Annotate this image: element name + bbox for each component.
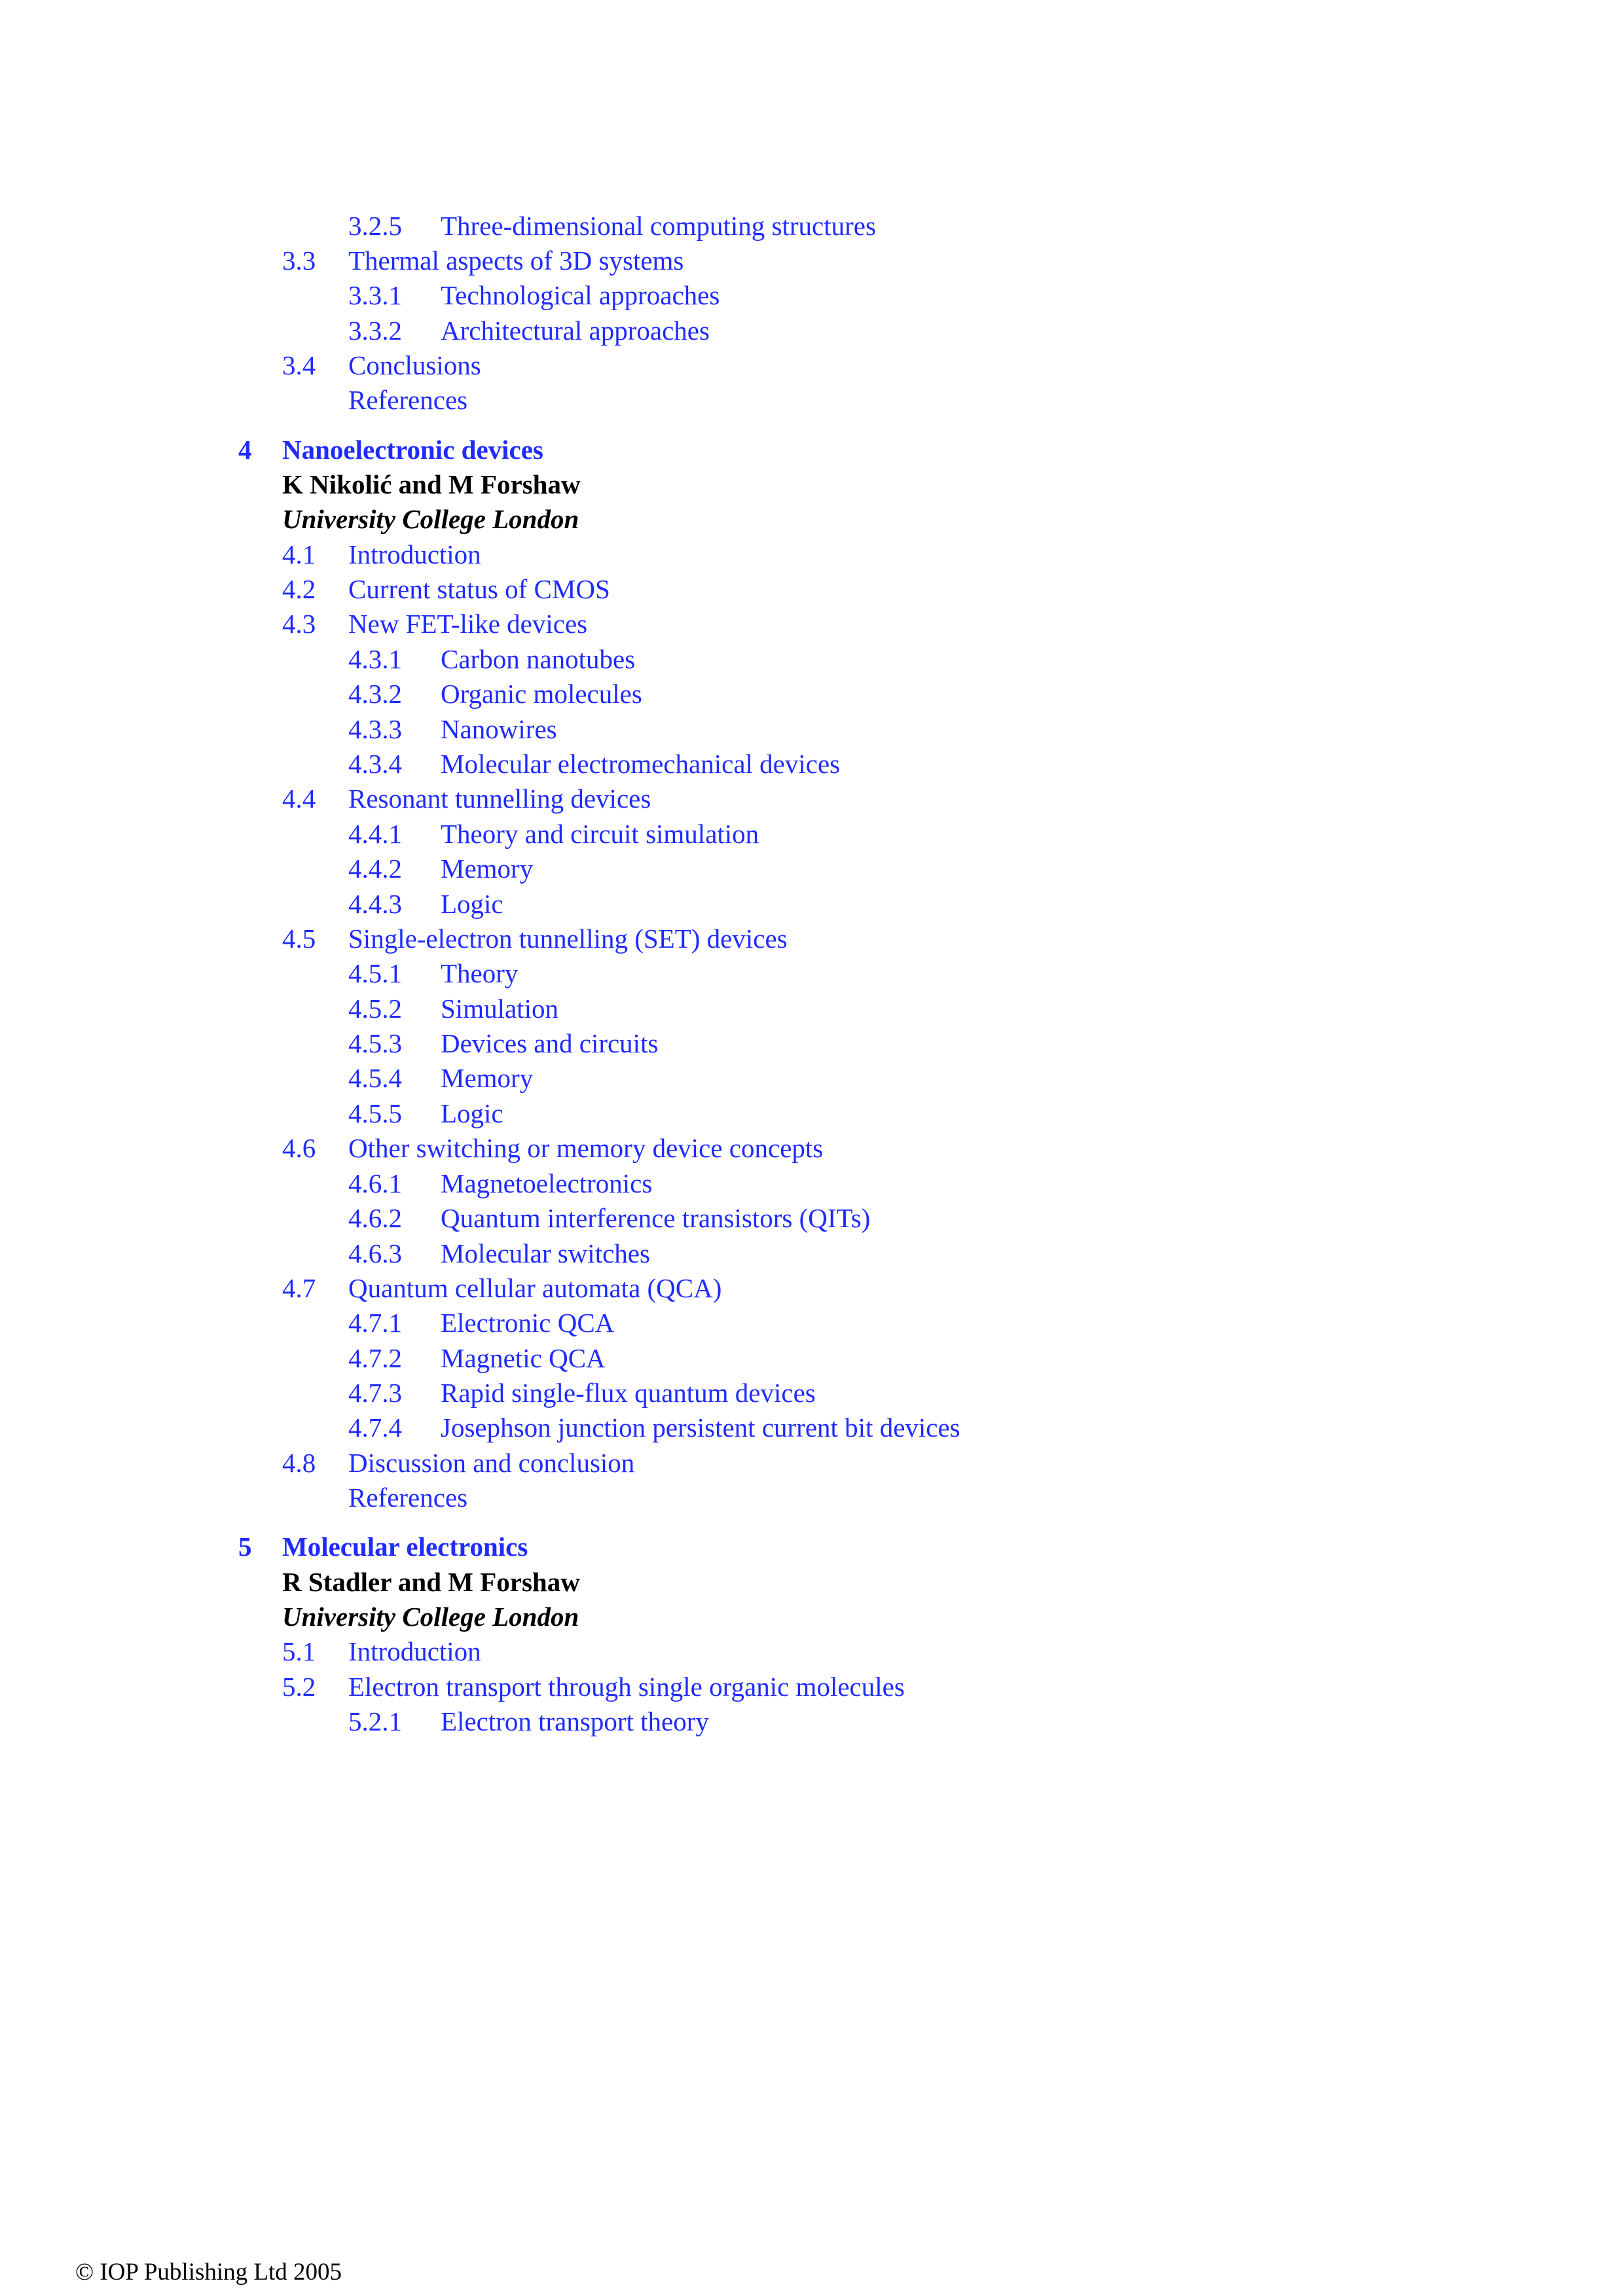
toc-title: Electronic QCA: [441, 1308, 615, 1338]
toc-number: 4.7.1: [348, 1308, 402, 1338]
toc-title: Technological approaches: [441, 280, 720, 310]
toc-number: 4.8: [282, 1448, 316, 1478]
toc-title: Rapid single-flux quantum devices: [441, 1378, 816, 1408]
toc-number: 4.6.3: [348, 1238, 402, 1268]
toc-title: University College London: [282, 504, 579, 534]
toc-number: 4.7.4: [348, 1412, 402, 1443]
toc-number: 3.3: [282, 245, 316, 276]
toc-number: 3.4: [282, 350, 316, 380]
toc-title: References: [348, 1482, 468, 1513]
toc-title: Current status of CMOS: [348, 574, 610, 604]
toc-title: Nanowires: [441, 714, 557, 744]
toc-title: Magnetoelectronics: [441, 1168, 653, 1198]
toc-title: Magnetic QCA: [441, 1343, 606, 1373]
toc-title: Three-dimensional computing structures: [441, 211, 876, 241]
toc-title: Theory and circuit simulation: [441, 819, 759, 849]
toc-number: 5.1: [282, 1636, 316, 1666]
toc-number: 4.3.4: [348, 749, 402, 779]
toc-number: 4.4.1: [348, 819, 402, 849]
toc-number: 4.7: [282, 1273, 316, 1303]
toc-number: 4.1: [282, 539, 316, 569]
toc-title: Logic: [441, 1098, 503, 1128]
toc-title: Molecular electromechanical devices: [441, 749, 841, 779]
toc-title: Simulation: [441, 994, 558, 1024]
toc-title: Electron transport through single organic molecules: [348, 1672, 905, 1702]
toc-title: Thermal aspects of 3D systems: [348, 245, 684, 276]
toc-title: Other switching or memory device concepts: [348, 1133, 824, 1163]
toc-number: 4: [238, 435, 252, 465]
toc-number: 4.5.5: [348, 1098, 402, 1128]
toc-title: Single-electron tunnelling (SET) devices: [348, 924, 788, 954]
toc-title: Devices and circuits: [441, 1028, 659, 1058]
toc-title: K Nikolić and M Forshaw: [282, 469, 581, 499]
toc-title: Josephson junction persistent current bit devices: [441, 1412, 960, 1443]
toc-title: Discussion and conclusion: [348, 1448, 635, 1478]
toc-number: 4.5: [282, 924, 316, 954]
toc-number: 4.3.2: [348, 679, 402, 709]
toc-number: 4.5.4: [348, 1063, 402, 1093]
toc-title: Molecular switches: [441, 1238, 650, 1268]
toc-number: 4.5.2: [348, 994, 402, 1024]
toc-number: 3.3.2: [348, 315, 402, 346]
toc-title: New FET-like devices: [348, 609, 588, 639]
toc-number: 4.6.2: [348, 1203, 402, 1233]
toc-title: Architectural approaches: [441, 315, 710, 346]
toc-number: 4.7.3: [348, 1378, 402, 1408]
toc-number: 5.2.1: [348, 1706, 402, 1736]
toc-number: 4.4: [282, 783, 316, 814]
toc-title: Conclusions: [348, 350, 481, 380]
toc-number: 4.2: [282, 574, 316, 604]
toc-title: Introduction: [348, 539, 481, 569]
toc-title: References: [348, 385, 468, 415]
toc-number: 4.5.1: [348, 958, 402, 988]
toc-title: Theory: [441, 958, 519, 988]
toc-title: Memory: [441, 853, 534, 884]
toc-number: 4.3.1: [348, 644, 402, 674]
toc-number: 4.4.3: [348, 889, 402, 919]
toc-title: Resonant tunnelling devices: [348, 783, 651, 814]
toc-number: 4.3: [282, 609, 316, 639]
toc-number: 4.5.3: [348, 1028, 402, 1058]
toc-title: Molecular electronics: [282, 1532, 528, 1562]
toc-number: 4.6.1: [348, 1168, 402, 1198]
toc-number: 5.2: [282, 1672, 316, 1702]
toc-title: R Stadler and M Forshaw: [282, 1567, 580, 1597]
toc-title: Quantum interference transistors (QITs): [441, 1203, 871, 1233]
toc-title: Logic: [441, 889, 503, 919]
toc-title: University College London: [282, 1602, 579, 1632]
toc-title: Introduction: [348, 1636, 481, 1666]
toc-number: 4.7.2: [348, 1343, 402, 1373]
toc-number: 5: [238, 1532, 252, 1562]
toc-number: 3.3.1: [348, 280, 402, 310]
copyright-footer: © IOP Publishing Ltd 2005: [75, 2259, 342, 2286]
toc-title: Quantum cellular automata (QCA): [348, 1273, 722, 1303]
toc-title: Electron transport theory: [441, 1706, 709, 1736]
toc-title: Nanoelectronic devices: [282, 435, 543, 465]
toc-number: 3.2.5: [348, 211, 402, 241]
toc-title: Organic molecules: [441, 679, 642, 709]
toc-title: Carbon nanotubes: [441, 644, 636, 674]
toc-title: Memory: [441, 1063, 534, 1093]
toc-number: 4.6: [282, 1133, 316, 1163]
toc-number: 4.4.2: [348, 853, 402, 884]
toc-number: 4.3.3: [348, 714, 402, 744]
